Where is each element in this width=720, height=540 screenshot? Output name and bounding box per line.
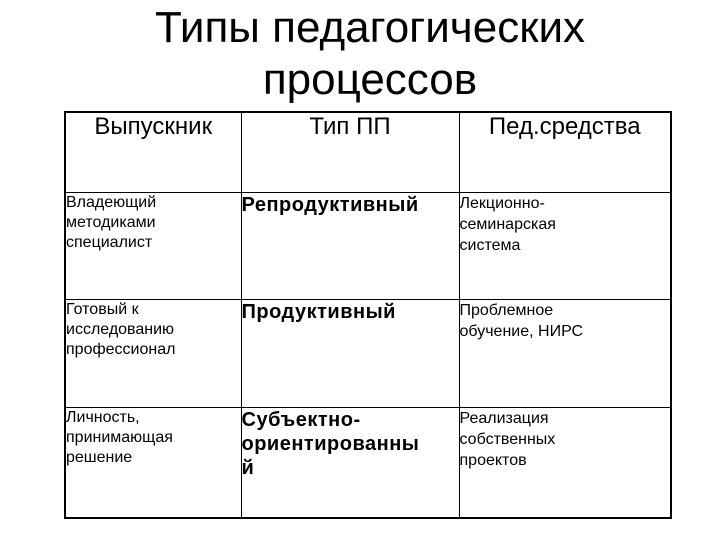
cell-line: собственных (459, 430, 556, 448)
table-row (65, 407, 671, 518)
cell-line: профессионал (66, 340, 176, 358)
cell-process-type (241, 192, 459, 299)
cell-process-type (241, 299, 459, 407)
cell-line: специалист (66, 233, 153, 251)
cell-line: исследованию (66, 320, 175, 338)
table-header-row (65, 112, 671, 192)
cell-line: Репродуктивный (241, 193, 419, 216)
cell-line: ориентированны (241, 432, 420, 455)
cell-line: Личность, (66, 408, 140, 426)
cell-graduate (65, 407, 241, 518)
cell-line: Владеющий (66, 193, 157, 211)
cell-line: Проблемное (459, 301, 554, 319)
slide-title (0, 2, 720, 106)
cell-line: проектов (459, 451, 527, 469)
cell-graduate (65, 192, 241, 299)
cell-line: Реализация (459, 409, 549, 427)
cell-line: Лекционно- (459, 194, 545, 212)
header-graduate: Выпускник (65, 112, 241, 192)
cell-line: решение (66, 448, 133, 466)
cell-line: система (459, 236, 521, 254)
header-pedagogical-means: Пед.средства (459, 112, 671, 192)
cell-line: методиками (66, 213, 156, 231)
cell-line: Субъектно- (241, 408, 361, 431)
cell-means (459, 299, 671, 407)
cell-line: й (241, 456, 255, 479)
header-process-type: Тип ПП (241, 112, 459, 192)
cell-means (459, 192, 671, 299)
table-row (65, 192, 671, 299)
cell-line: принимающая (66, 428, 173, 446)
cell-process-type (241, 407, 459, 518)
slide-title-line-2: процессов (262, 55, 478, 104)
cell-line: обучение, НИРС (459, 322, 584, 340)
cell-means (459, 407, 671, 518)
cell-graduate (65, 299, 241, 407)
process-types-table (64, 111, 672, 519)
table-row (65, 299, 671, 407)
cell-line: Готовый к (66, 300, 139, 318)
cell-line: Продуктивный (241, 300, 396, 323)
slide-title-line-1: Типы педагогических (154, 3, 586, 52)
cell-line: семинарская (459, 215, 556, 233)
